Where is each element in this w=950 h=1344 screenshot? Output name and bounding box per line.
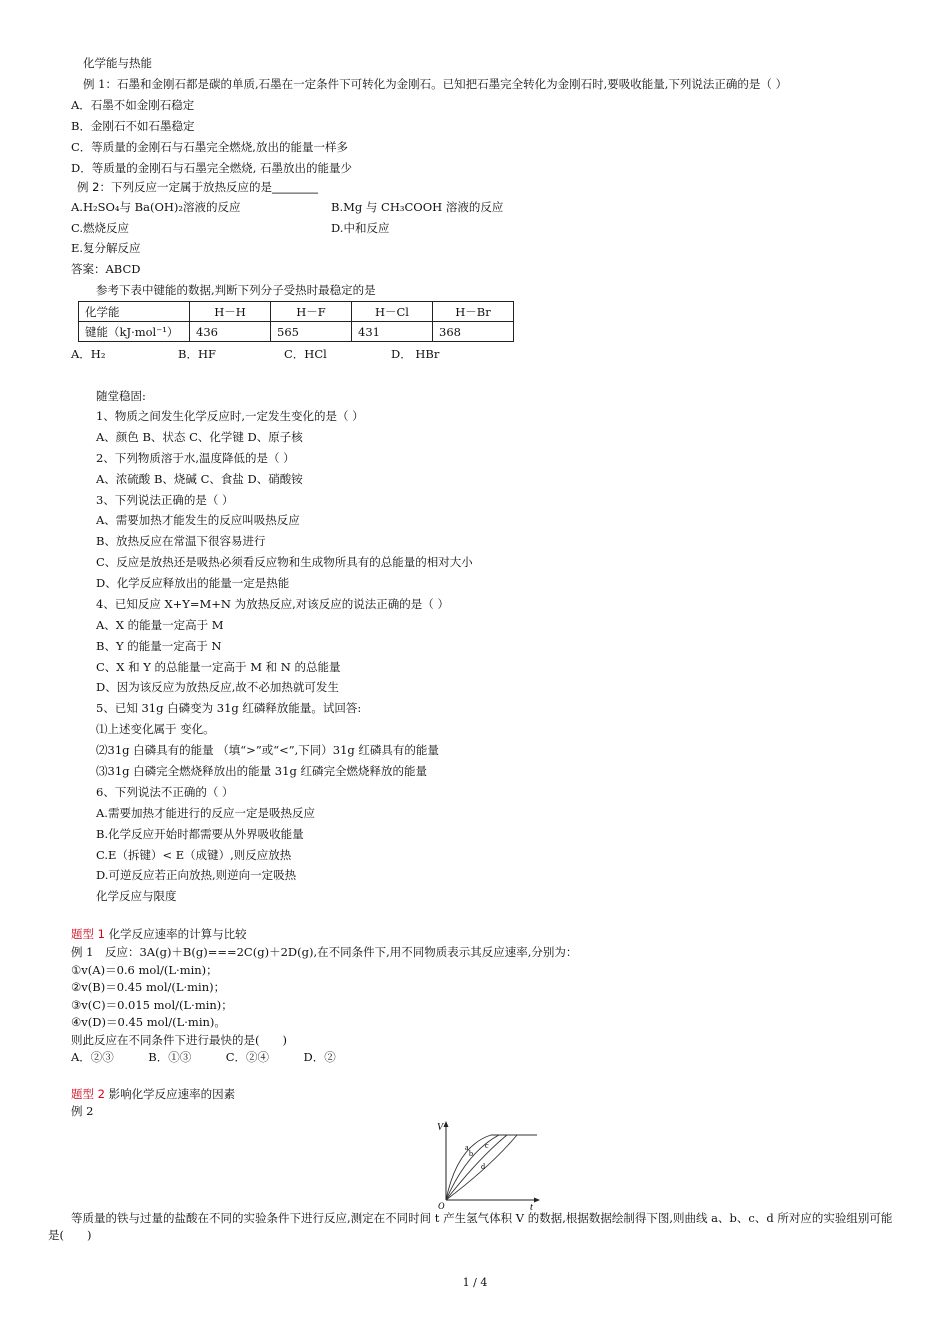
practice-q6-option-a: A.需要加热才能进行的反应一定是吸热反应 [96,806,315,820]
table-cell: 368 [433,322,514,342]
type1-options: A．②③ B．①③ C．②④ D．② [71,1050,336,1064]
practice-q4-option-b: B、Y 的能量一定高于 N [96,639,222,653]
example1-option-a: A．石墨不如金刚石稳定 [71,98,195,112]
type1-rate-4: ④v(D)＝0.45 mol/(L·min)。 [71,1015,226,1029]
table-cell: 565 [271,322,352,342]
practice-q6-option-d: D.可逆反应若正向放热,则逆向一定吸热 [96,868,297,882]
practice-q3-option-a: A、需要加热才能发生的反应叫吸热反应 [96,513,300,527]
example3-option-d: D． HBr [391,347,440,361]
example2-answer: 答案：ABCD [71,262,141,276]
practice-q3-option-b: B、放热反应在常温下很容易进行 [96,534,266,548]
volume-time-figure [433,1118,543,1210]
bond-energy-table [78,301,514,342]
example1-stem: 例 1：石墨和金刚石都是碳的单质,石墨在一定条件下可转化为金刚石。已知把石墨完全转化为金刚石时,要吸收能量,下列说法正确的是（ ） [83,77,788,91]
practice-q4-option-a: A、X 的能量一定高于 M [96,618,224,632]
table-header-cell: H－F [271,302,352,322]
type1-rate-3: ③v(C)＝0.015 mol/(L·min)； [71,998,233,1012]
type2-stem-line2: 是( ) [48,1228,92,1242]
practice-q6-option-b: B.化学反应开始时都需要从外界吸收能量 [96,827,304,841]
table-cell: 436 [190,322,271,342]
type1-stem: 例 1 反应：3A(g)＋B(g)===2C(g)＋2D(g),在不同条件下,用不同物质表示其反应速率,分别为： [71,945,578,959]
type1-rate-1: ①v(A)＝0.6 mol/(L·min)； [71,963,218,977]
y-axis-label: V [437,1122,444,1133]
practice-q6-option-c: C.E（拆键）< E（成键）,则反应放热 [96,848,292,862]
origin-label: O [438,1201,445,1210]
example1-option-b: B．金刚石不如石墨稳定 [71,119,195,133]
example3-option-c: C．HCl [284,347,327,361]
type2-title: 影响化学反应速率的因素 [108,1087,236,1101]
type2-stem-line1: 等质量的铁与过量的盐酸在不同的实验条件下进行反应,测定在不同时间 t 产生氢气体积 V 的数据,根据数据绘制得下图,则曲线 a、b、c、d 所对应的实验组别可能 [71,1211,893,1225]
type2-example-label: 例 2 [71,1104,94,1118]
practice-q4: 4、已知反应 X+Y=M+N 为放热反应,对该反应的说法正确的是（ ） [96,597,449,611]
type2-heading [71,1087,235,1101]
type1-tag: 题型 [71,927,94,941]
table-header-cell: H－H [190,302,271,322]
practice-q5-part3: ⑶31g 白磷完全燃烧释放出的能量 31g 红磷完全燃烧释放的能量 [96,764,427,778]
practice-q3-option-c: C、反应是放热还是吸热必须看反应物和生成物所具有的总能量的相对大小 [96,555,473,569]
table-cell: 键能（kJ·mol⁻¹） [79,322,190,342]
practice-q5-part1: ⑴上述变化属于 变化。 [96,722,215,736]
curve-a-label: a [465,1143,469,1152]
curve-c-label: c [485,1141,489,1150]
example2-option-b: B.Mg 与 CH₃COOH 溶液的反应 [331,200,504,214]
curve-d-label: d [481,1162,485,1171]
table-cell: 431 [352,322,433,342]
practice-q2-options: A、浓硫酸 B、烧碱 C、食盐 D、硝酸铵 [96,472,303,486]
example3-option-a: A．H₂ [71,347,106,361]
practice-q1-options: A、颜色 B、状态 C、化学键 D、原子核 [96,430,303,444]
table-header-cell: 化学能 [79,302,190,322]
example3-option-b: B．HF [178,347,216,361]
practice-q5: 5、已知 31g 白磷变为 31g 红磷释放能量。试回答: [96,701,362,715]
example2-option-a: A.H₂SO₄与 Ba(OH)₂溶液的反应 [71,200,241,214]
practice-q3: 3、下列说法正确的是（ ） [96,493,234,507]
practice-q1: 1、物质之间发生化学反应时,一定发生变化的是（ ） [96,409,364,423]
section-title-rate-limit: 化学反应与限度 [96,889,177,903]
page-number: 1 / 4 [462,1276,488,1289]
example2-option-d: D.中和反应 [331,221,390,235]
practice-q3-option-d: D、化学反应释放出的能量一定是热能 [96,576,290,590]
example2-stem: 例 2：下列反应一定属于放热反应的是________ [77,180,318,194]
example2-option-c: C.燃烧反应 [71,221,130,235]
curve-b-label: b [469,1149,473,1158]
practice-title: 随堂稳固: [96,389,146,403]
type2-tag: 题型 [71,1087,94,1101]
x-axis-arrow [534,1198,540,1203]
section-title-thermochem: 化学能与热能 [83,56,152,70]
example2-option-e: E.复分解反应 [71,241,141,255]
table-header-cell: H－Cl [352,302,433,322]
y-axis-arrow [444,1121,449,1127]
table-row [79,322,514,342]
example3-stem: 参考下表中键能的数据,判断下列分子受热时最稳定的是 [96,283,376,297]
practice-q4-option-c: C、X 和 Y 的总能量一定高于 M 和 N 的总能量 [96,660,341,674]
table-header-cell: H－Br [433,302,514,322]
example1-option-c: C．等质量的金刚石与石墨完全燃烧,放出的能量一样多 [71,140,348,154]
curve-c [446,1135,507,1200]
type2-number: 2 [97,1087,105,1101]
type1-question: 则此反应在不同条件下进行最快的是( ) [71,1033,287,1047]
table-header-row [79,302,514,322]
practice-q5-part2: ⑵31g 白磷具有的能量 （填“>”或“<”,下同）31g 红磷具有的能量 [96,743,439,757]
type1-title: 化学反应速率的计算与比较 [108,927,247,941]
practice-q6: 6、下列说法不正确的（ ） [96,785,234,799]
practice-q2: 2、下列物质溶于水,温度降低的是（ ） [96,451,295,465]
type1-heading [71,927,247,941]
practice-q4-option-d: D、因为该反应为放热反应,故不必加热就可发生 [96,680,339,694]
example1-option-d: D．等质量的金刚石与石墨完全燃烧, 石墨放出的能量少 [71,161,353,175]
type1-number: 1 [97,927,105,941]
x-axis-label: t [530,1202,533,1210]
type1-rate-2: ②v(B)＝0.45 mol/(L·min)； [71,980,226,994]
